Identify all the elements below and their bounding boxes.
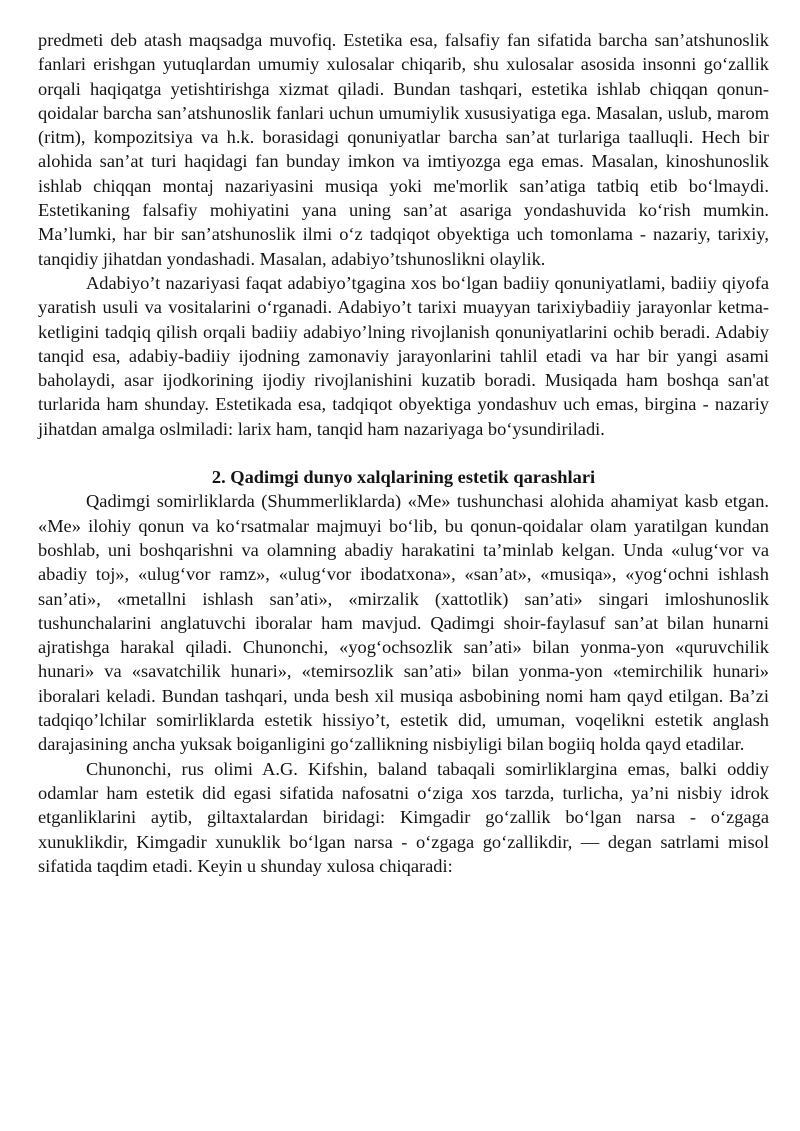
paragraph-literature-theory: Adabiyo’t nazariyasi faqat adabiyo’tgagina xos bo‘lgan badiiy qonuniyatlami, badiiy qiyofa yaratish usuli va vositalarini o‘rganadi. Adabiyo’t tarixi muayyan tarixiybadiiy jarayonlar ketma-ketligini tadqiq qilish orqali badiiy adabiyo’lning rivojlanish qonuniyatlarini ochib beradi. Adabiy tanqid esa, adabiy-badiiy ijodning zamonaviy jarayonlarini tahlil etadi va har bir yangi asami baholaydi, asar ijodkorining ijodiy rivojlanishini kuzatib boradi. Musiqada ham boshqa san'at turlarida ham shunday. Estetikada esa, tadqiqot obyektiga yondashuv uch emas, birgina - nazariy jihatdan amalga oslmiladi: larix ham, tanqid ham nazariyaga bo‘ysundiriladi.	[38, 272, 769, 439]
paragraph-sumerian-me: Qadimgi somirliklarda (Shummerliklarda) «Me» tushunchasi alohida ahamiyat kasb etgan. «Me» ilohiy qonun va ko‘rsatmalar majmuyi bo‘lib, bu qonun-qoidalar olam yaratilgan kundan boshlab, uni boshqarishni va olamning abadiy harakatini ta’minlab kelgan. Unda «ulug‘vor va abadiy toj», «ulug‘vor ramz», «ulug‘vor ibodatxona», «san’at», «musiqa», «yog‘ochni ishlash san’ati», «metallni ishlash san’ati», «mirzalik (xattotlik) san’ati» singari imloshunoslik tushunchalarini anglatuvchi iboralar ham mavjud. Qadimgi shoir-faylasuf san’at bilan hunarni ajratishga harakal qiladi. Chunonchi, «yog‘ochsozlik san’ati» bilan yonma-yon «quruvchilik hunari» va «savatchilik hunari», «temirsozlik san’ati» bilan yonma-yon «temirchilik hunari» iboralari keladi. Bundan tashqari, unda besh xil musiqa asbobining nomi ham qayd etilgan. Ba’zi tadqiqo’lchilar somirliklarda estetik hissiyo’t, estetik did, umuman, voqelikni estetik anglash darajasining ancha yuksak boiganligini go‘zallikning nisbiyligi bilan bogiiq holda qayd etadilar.	[38, 491, 769, 755]
paragraph-intro-continuation: predmeti deb atash maqsadga muvofiq. Estetika esa, falsafiy fan sifatida barcha san’atshunoslik fanlari erishgan yutuqlardan umumiy xulosalar chiqarib, shu xulosalar asosida insonni go‘zallik orqali haqiqatga yetishtirishga xizmat qiladi. Bundan tashqari, estetika ishlab chiqqan qonun-qoidalar barcha san’atshunoslik fanlari uchun umumiylik xususiyatiga ega. Masalan, uslub, marom (ritm), kompozitsiya va h.k. borasidagi qonuniyatlar barcha san’at turlariga taalluqli. Hech bir alohida san’at turi haqidagi fan bunday imkon va imtiyozga ega emas. Masalan, kinoshunoslik ishlab chiqqan montaj nazariyasini musiqa yoki me'morlik san’atiga tatbiq etib bo‘lmaydi. Estetikaning falsafiy mohiyatini yana uning san’at asariga yondashuvida ko‘rish mumkin. Ma’lumki, har bir san’atshunoslik ilmi o‘z tadqiqot obyektiga uch tomonlama - nazariy, tarixiy, tanqidiy jihatdan yondashadi. Masalan, adabiyo’tshunoslikni olaylik.	[38, 30, 769, 269]
document-page	[38, 28, 769, 878]
section-heading: 2. Qadimgi dunyo xalqlarining estetik qarashlari	[211, 467, 596, 488]
paragraph-kifshin: Chunonchi, rus olimi A.G. Kifshin, baland tabaqali somirliklargina emas, balki oddiy odamlar ham estetik did egasi sifatida nafosatni o‘ziga xos tarzda, turlicha, ya’ni nisbiy idrok etganliklarini aytib, giltaxtalardan biridagi: Kimgadir go‘zallik bo‘lgan narsa - o‘zgaga xunuklikdir, Kimgadir xunuklik bo‘lgan narsa - o‘zgaga go‘zallikdir, — degan satrlami misol sifatida taqdim etadi. Keyin u shunday xulosa chiqaradi:	[38, 758, 769, 876]
